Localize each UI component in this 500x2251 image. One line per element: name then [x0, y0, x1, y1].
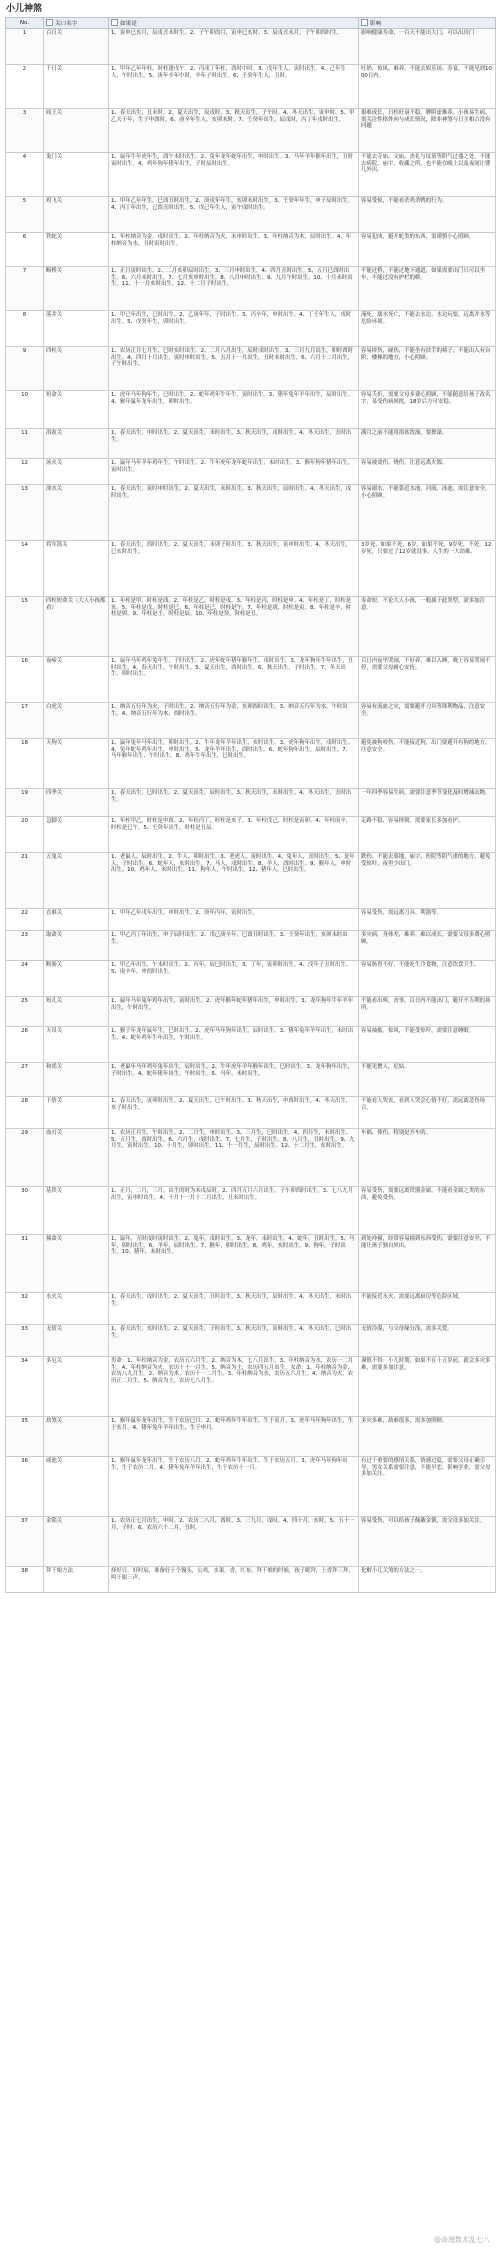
cell-no: 26: [6, 1027, 44, 1063]
cell-no: 30: [6, 1187, 44, 1235]
cell-rule: 1、寅申巳亥月，辰戌丑未时生。2、子午卯酉月，寅申巳亥时。3、辰戌丑未月，子午卯酉时生。: [109, 29, 359, 65]
cell-name: 急脚关: [44, 817, 109, 853]
table-header: [6, 18, 496, 29]
cell-rule: 1、春天出生，寅时申时出生。2、夏天出生，未时出生。3、秋天出生，辰时出生。4、冬天出生，戌时出生。: [109, 485, 359, 541]
cell-rule: 1、猴年鼠年龙年出生，生于农历八月。2、蛇年鸡年牛年出生，生于农历五月。3、虎年马年狗年出生，生于农历二月。4、猪年兔年羊年出生，生于农历十一月。: [109, 1457, 359, 1517]
cell-effect: 容易受伤，可以给孩子佩戴金锁，需父母多加关注。: [359, 1517, 496, 1567]
cell-effect: 多灾病，身体差，难养。难以成长，需要父母多费心照顾。: [359, 931, 496, 961]
cell-name: 五鬼关: [44, 853, 109, 909]
table-row: [6, 429, 496, 459]
cell-no: 4: [6, 153, 44, 197]
table-row: [6, 541, 496, 597]
cell-name: 四柱短命关（大人小孩都看）: [44, 597, 109, 657]
cell-no: 12: [6, 459, 44, 485]
table-row: [6, 1457, 496, 1517]
cell-rule: 1、甲年乙年戊年出生，申时出生。2、庚年丙年，寅时出生。: [109, 909, 359, 931]
header-effect[interactable]: [359, 18, 496, 29]
cell-no: 33: [6, 1325, 44, 1357]
cell-name: 下情关: [44, 1097, 109, 1129]
data-table: [5, 17, 496, 1593]
table-row: [6, 267, 496, 311]
cell-effect: 不能去寺庙、文庙、丧礼与坟墓等阴气过盛之处，不能去病院、庙宇、收藏之所，也不能在晚上以及夜间让婴儿外出。: [359, 153, 496, 197]
cell-name: 劫煞关: [44, 1417, 109, 1457]
table-row: [6, 109, 496, 153]
cell-no: 6: [6, 233, 44, 267]
table-row: [6, 1325, 496, 1357]
cell-rule: 1、鼠年马年兔年鸡年出生，寅时出生。2、虎年猴年蛇年猪年出生，申时出生。3、龙年狗年牛年羊年出生，午时出生。: [109, 997, 359, 1027]
cell-name: 断肠关: [44, 961, 109, 997]
page-title: 小儿神煞: [6, 4, 43, 14]
cell-effect: 满月之前不能用浴盆洗澡，要擦澡。: [359, 429, 496, 459]
cell-effect: 影响健康寿命，一百天不能出大门，可以出房门: [359, 29, 496, 65]
cell-name: 鬼门关: [44, 153, 109, 197]
cell-rule: 1、春天出生，亥时出生。2、夏天出生，子时出生。3、秋天出生，寅时出生。4、冬天出生，巳时出生。: [109, 1325, 359, 1357]
cell-rule: 1、春天出生，丑未时。2、夏天出生，辰戌时。3、秋天出生，子午时。4、冬天出生，寅申时。5、甲乙天干年，生于申酉时。6、庚辛年生人，亥卯未时。7、壬癸年出生，辰戌时，丙丁年戌时出生。: [109, 109, 359, 153]
cell-name: 无情关: [44, 1325, 109, 1357]
cell-rule: 1、农历正七月出生，申时。2、农历二八月，酉时。3、三九月，戌时。4、四十月，亥时。5、五十一月，子时。6、农历六十二月，丑时。: [109, 1517, 359, 1567]
cell-no: 14: [6, 541, 44, 597]
cell-effect: 容易犯凶，避开蛇类的东西，需谨慎小心照顾。: [359, 233, 496, 267]
cell-effect: 不能看人哭丧，看到人哭会心情不好，需远离悲伤场合。: [359, 1097, 496, 1129]
cell-name: 金锁关: [44, 1517, 109, 1567]
table-row: [6, 233, 496, 267]
cell-no: 32: [6, 1293, 44, 1325]
table-row: [6, 1517, 496, 1567]
cell-no: 21: [6, 853, 44, 909]
cell-effect: 一年四季容易生病，需要注意季节变化及时增减衣物。: [359, 789, 496, 817]
cell-name: 多厄关: [44, 1357, 109, 1417]
header-name-label: 关口名字: [55, 21, 78, 27]
checkbox-icon[interactable]: [111, 19, 118, 26]
cell-name: 汤火关: [44, 459, 109, 485]
checkbox-icon[interactable]: [361, 19, 368, 26]
watermark: @命理数术乱七八: [434, 2236, 490, 2244]
cell-effect: 不能见僧人，尼姑。: [359, 1063, 496, 1097]
cell-effect: 容易受伤，需远离刀具、利器等。: [359, 909, 496, 931]
cell-no: 2: [6, 65, 44, 109]
cell-no: 23: [6, 931, 44, 961]
cell-rule: 1、正月寅时出生。2、二月亥卯辰时出生。3、三月申时出生。4、四月丑时出生。5、五月巳酉时出生。6、六月未时出生。7、七月亥申时出生。8、八月申时出生。9、九月午时出生。10、十月未时出生。11、十一月亥时出生。12、十二月子时出生。: [109, 267, 359, 311]
cell-rule: 1、老鼠年马年鸡年兔年出生，辰时出生。2、牛年虎年羊年猴年出生，巳时出生。3、龙年狗年出生，子时出生。4、蛇年猪年出生，午时出生。5、马年，未时出生。: [109, 1063, 359, 1097]
cell-name: 直难关: [44, 909, 109, 931]
cell-rule: 1、春天出生，申时出生。2、夏天出生，未时出生。3、秋天出生，戌时出生。4、冬天出生，丑时出生。: [109, 429, 359, 459]
table-row: [6, 347, 496, 391]
table-row: [6, 909, 496, 931]
table-row: [6, 1027, 496, 1063]
cell-name: 短儿关: [44, 997, 109, 1027]
cell-no: 10: [6, 391, 44, 429]
cell-no: 27: [6, 1063, 44, 1097]
cell-no: 18: [6, 739, 44, 789]
table-row: [6, 311, 496, 347]
cell-name: 拜干娘方法: [44, 1567, 109, 1593]
cell-name: 天吊关: [44, 1027, 109, 1063]
table-row: [6, 961, 496, 997]
table-row: [6, 1357, 496, 1417]
cell-effect: 不能过桥，不能过地下通道，如果需要出门只可以坐车，不能过没有护栏的桥。: [359, 267, 496, 311]
cell-name: 浴盆关: [44, 429, 109, 459]
cell-effect: 多灾多难，劫难很多，需多加照顾。: [359, 1417, 496, 1457]
cell-no: 22: [6, 909, 44, 931]
cell-no: 31: [6, 1235, 44, 1293]
cell-rule: 1、虎年马年狗年生，巳时出生。2、蛇年鸡年牛年生，寅时出生。3、猪年兔年羊年出生，辰时出生。4、猴年鼠年龙年出生，卯时出生。: [109, 391, 359, 429]
cell-no: 24: [6, 961, 44, 997]
cell-rule: 1、春天出生，戌时出生。2、夏天出生，丑时出生。3、秋天出生，辰时出生。4、冬天出生，未时出生。: [109, 1293, 359, 1325]
cell-rule: 1、年柱是甲，时柱是酉。2、年柱是乙，时柱是戌。3、年柱是丙，时柱是申。4、年柱是丁，时柱是亥。5、年柱是戊，时柱是巳。6、年柱是己，时柱是午。7、年柱是庚，时柱是寅。8、年柱是辛，时柱是卯。9、年柱是壬，时柱是辰。10、年柱是癸，时柱是丑。: [109, 597, 359, 657]
table-row: [6, 1417, 496, 1457]
cell-rule: 1、农历正月生，午时出生。2、二月生，申时出生。3、三月生，巳时出生。4、四月生，未时出生。5、五月生，酉时出生。6、六月生，戌时出生。7、七月生，子时出生。8、八月生，丑时出生。9、九月生，寅时出生。10、十月生，卯时出生。11、十一月生，辰时出生。12、十二月生，亥时出生。: [109, 1129, 359, 1187]
header-no: No.: [6, 18, 44, 29]
checkbox-icon[interactable]: [46, 19, 53, 26]
cell-effect: 寿命短，不论大人小孩，一般属于此类型，需多加注意。: [359, 597, 496, 657]
cell-name: 短命关: [44, 391, 109, 429]
header-rule-label: 如果是: [120, 21, 137, 27]
table-row: [6, 597, 496, 657]
table-row: [6, 1567, 496, 1593]
cell-effect: 无情冷漠，与父母缘分浅，需多关爱。: [359, 1325, 496, 1357]
table-row: [6, 817, 496, 853]
cell-effect: 容易受惊，不能看杀鸡杀鸭的行为。: [359, 197, 496, 233]
table-row: [6, 1293, 496, 1325]
cell-no: 19: [6, 789, 44, 817]
cell-rule: 1、年柱纳音为金，戌时出生。2、年柱纳音为火，未申时出生。3、年柱纳音为木，辰时出生。4、年柱纳音为水，丑时寅时出生。: [109, 233, 359, 267]
cell-no: 5: [6, 197, 44, 233]
table-row: [6, 1097, 496, 1129]
cell-no: 36: [6, 1457, 44, 1517]
cell-effect: 容易被烫伤，烧伤，注意远离火源。: [359, 459, 496, 485]
cell-name: 深水关: [44, 485, 109, 541]
cell-no: 20: [6, 817, 44, 853]
cell-rule: 1、鼠年马年鸡年兔年生，子时出生。2、虎年蛇年猪年猴年生，戌时出生。3、龙年狗年牛年出生，丑时出生。4、春天出生，午时出生。5、夏天出生，酉时出生。6、秋天出生，子时出生。7、冬天出生，卯时出生。: [109, 657, 359, 703]
cell-name: 百日关: [44, 29, 109, 65]
cell-effect: 吐奶、惊风、难养，不能去娱乐场、寿宴，不能见到1000日内。: [359, 65, 496, 109]
cell-rule: 1、鼠年兔年马年出生，卯时出生。2、牛年龙年羊年出生，亥时出生。3、虎年狗年出生，戌时出生。4、兔年蛇年鸡年出生，申时出生。5、龙年羊年出生，酉时出生。6、蛇年狗年出生，辰时出生。7、马年猴年出生，午时出生。8、鸡年牛年出生，巳时出生。: [109, 739, 359, 789]
cell-rule: 1、甲己年出生，巳时出生。2、乙庚年年，子时出生。3、丙辛年，申时出生。4、丁壬年生人，戌时出生。5、戊癸年生，卯时出生。: [109, 311, 359, 347]
cell-rule: 择好日，好时辰，准备好十个馒头，公鸡，水果，香，红布，拜干娘的时候，孩子跪拜，上香拜三拜，叫干娘三声。: [109, 1567, 359, 1593]
cell-name: 夜啼关: [44, 657, 109, 703]
header-name[interactable]: [44, 18, 109, 29]
cell-name: 断桥关: [44, 267, 109, 311]
cell-rule: 1、正月，二月，三月，出生的时为未戌辰时。2、四月五月六月出生，子午卯酉时出生。3、七八九月出生，寅申时出生。4、十月十一月十二月出生，丑未时出生。: [109, 1187, 359, 1235]
table-row: [6, 997, 496, 1027]
cell-rule: 1、猴年鼠年龙年出生，生于农历巳月。2、蛇年鸡年牛年出生，生于寅月。3、虎年马年狗年出生，生于亥月。4、猪年兔年羊年出生，生于申月。: [109, 1417, 359, 1457]
cell-rule: 1、年柱甲乙，时柱是申酉。2、年柱丙丁，时柱是亥子。3、年柱戊己，时柱是寅卯。4、年柱庚辛，时柱是巳午。5、壬癸年出生，时柱是丑辰。: [109, 817, 359, 853]
cell-rule: 1、鼠年马年羊年鸡年生，午时出生。2、牛年虎年龙年蛇年出生，未时出生。3、猴年狗年猪年出生，寅时出生。: [109, 459, 359, 485]
table-row: [6, 1187, 496, 1235]
header-rule[interactable]: [109, 18, 359, 29]
table-row: [6, 391, 496, 429]
table-row: [6, 485, 496, 541]
cell-no: 9: [6, 347, 44, 391]
cell-rule: 1、猴子年龙年鼠年生，巳时出生。2、虎年马年狗年出生，辰时出生。3、猪年兔年羊年出生，未时出生。4、蛇年鸡年牛年出生，午时出生。: [109, 1027, 359, 1063]
table-row: [6, 1235, 496, 1293]
table-row: [6, 931, 496, 961]
cell-rule: 男命：1、年柱纳音为金，农历五六月生。2、纳音为木，七八月出生。3、年柱纳音为水，农历一二月生。4、年柱纳音为火，农历十十一月生。5、纳音为土，农历四五月出生。女命：1、年柱纳音为金，农历八九月生。2、纳音为木，农历十一二月生。3、年柱纳音为水，农历五六月生。4、纳音为火，农历正二月生。5、纳音为土，农历七八月生。: [109, 1357, 359, 1417]
table-row: [6, 197, 496, 233]
cell-rule: 1、农历正月七月生，巳时亥时出生。2、二月八月出生，辰时戌时出生。3、三月九月出生，卯时酉时出生。4、四月十月出生，寅时申时出生。5、五月十一月出生，丑时未时出生。6、六月十二月出生，子午时出生。: [109, 347, 359, 391]
cell-name: 血刃关: [44, 1129, 109, 1187]
table-body: [6, 29, 496, 1593]
cell-rule: 1、纳音五行年为火，子时出生。2、纳音五行年为金，亥卯酉时出生。3、纳音五行年为水，午时出生。4、纳音五行年为木，酉时出生。: [109, 703, 359, 739]
cell-name: 铁蛇关: [44, 233, 109, 267]
cell-rule: 1、甲乙年出生，午未时出生。2、丙年，辰巳时出生。3、丁年，寅卯时出生。4、戊年子丑时出生。5、庚辛年，申酉时出生。: [109, 961, 359, 997]
cell-effect: 百日内夜里哭闹，不好养，难以入睡，晚上容易哭闹不停，需要父母耐心安抚。: [359, 657, 496, 703]
cell-name: 落井关: [44, 311, 109, 347]
cell-rule: 1、春天出生，寅卯时出生。2、夏天出生，巳午时出生。3、秋天出生，申酉时出生。4、冬天出生，亥子时出生。: [109, 1097, 359, 1129]
cell-rule: 1、甲年乙年年柱，时柱逢戊午。2、丙戌丁年柱，酉时中时。3、戊年生人，寅时出生。4、己年生人，午时出生。5、庚年辛年中时，辛年子时出生。6、壬癸年生人，丑时。: [109, 65, 359, 109]
cell-rule: 1、老鼠人，辰时出生。2、牛人，卯时出生。3、老虎人，寅时出生。4、兔年人，丑时出生。5、龙年人，子时出生。6、蛇年人，亥时出生。7、马人，戌时出生。8、羊人，酉时出生。9、猴年人，申时出生。10、鸡年人，未时出生。11、狗年人，午时出生。12、猪年人，巳时出生。: [109, 853, 359, 909]
cell-effect: 容易夭折，需要父母多费心照顾，不能随意给孩子改名字，易受伤病困扰，18岁后方可安稳。: [359, 391, 496, 429]
table-row: [6, 29, 496, 65]
cell-rule: 1、甲乙丙丁年出生，申子辰时出生。2、戊己庚辛年，巳酉丑时出生。3、壬癸年出生，亥卯未时出生。: [109, 931, 359, 961]
cell-name: 撞命关: [44, 1235, 109, 1293]
cell-effect: 3岁死，如果不死，6岁，如果不死，9岁死，不死，12岁死，只要过了12岁就没事，人生的一大劫难。: [359, 541, 496, 597]
cell-name: 水火关: [44, 1293, 109, 1325]
cell-no: 13: [6, 485, 44, 541]
cell-no: 17: [6, 703, 44, 739]
cell-no: 28: [6, 1097, 44, 1129]
cell-no: 7: [6, 267, 44, 311]
table-row: [6, 153, 496, 197]
cell-name: 四柱关: [44, 347, 109, 391]
cell-effect: 化解小儿关煞的方法之一。: [359, 1567, 496, 1593]
cell-name: 基铁关: [44, 1187, 109, 1235]
table-row: [6, 789, 496, 817]
cell-effect: 不能看出殡，丧事，百日内不能出门，避开不吉利的场所。: [359, 997, 496, 1027]
cell-effect: 容易溺水，不能靠近水池、河流、泳池，需注意安全，小心照顾。: [359, 485, 496, 541]
cell-no: 34: [6, 1357, 44, 1417]
cell-effect: 容易抽搐，惊风，不能受惊吓，需要注意睡眠。: [359, 1027, 496, 1063]
cell-effect: 谨慎不得：小儿时期，如果不在十五岁前，就会多灾多难，需要多加注意。: [359, 1357, 496, 1417]
cell-no: 8: [6, 311, 44, 347]
cell-name: 千日关: [44, 65, 109, 109]
table-row: [6, 1129, 496, 1187]
cell-rule: 1、鼠年牛年虎年生，酉午未时出生。2、兔年龙年蛇年出生，申时出生。3、马年羊年猴年出生，丑时寅时出生。4、鸡年狗年猪年出生，子时辰时出生。: [109, 153, 359, 197]
table-row: [6, 657, 496, 703]
cell-name: 和尚关: [44, 1063, 109, 1097]
cell-no: 16: [6, 657, 44, 703]
table-row: [6, 65, 496, 109]
cell-name: 咸池关: [44, 1457, 109, 1517]
cell-effect: 有过于重要的感情关系，情感过度，需要父母正确引导，男女关系需要注意，不能早恋，影响学业，需父母多加关注。: [359, 1457, 496, 1517]
cell-name: 鸡飞关: [44, 197, 109, 233]
cell-name: 白虎关: [44, 703, 109, 739]
cell-name: 四季关: [44, 789, 109, 817]
table-row: [6, 1063, 496, 1097]
table-row: [6, 739, 496, 789]
cell-no: 3: [6, 109, 44, 153]
cell-rule: 1、春天出生，巳时出生。2、夏天出生，辰时出生。3、秋天出生，未时出生。4、冬天出生，丑时出生。: [109, 789, 359, 817]
cell-no: 25: [6, 997, 44, 1027]
cell-rule: 1、甲年乙年年生，巳酉丑时出生。2、庚戌年年生，亥卯未时出生。3、壬癸年年生，申子辰时出生。4、丙丁年出生，已酉丑时出生。5、戊己年生人，寅午戌时出生。: [109, 197, 359, 233]
cell-effect: 走路不稳，容易摔倒，需要家长多加看护。: [359, 817, 496, 853]
cell-effect: 车祸、摔伤，特别是开车的。: [359, 1129, 496, 1187]
header-effect-label: 影响: [370, 21, 382, 27]
cell-no: 11: [6, 429, 44, 459]
cell-no: 29: [6, 1129, 44, 1187]
cell-effect: 很难成长，日柱旺衰不稳，脾阴虚难养。小孩易生病，需关注性格外向与成长情况，除非神煞与日主相合没有问题: [359, 109, 496, 153]
cell-rule: 1、春天出生，酉时出生。2、夏天出生，未卯子时出生。3、秋天出生，寅申时出生。4、冬天出生，巳亥时出生。: [109, 541, 359, 597]
cell-no: 38: [6, 1567, 44, 1593]
cell-effect: 到处冲撞，经常容易撞到东西受伤，需要注意安全，不能让孩子独自外出。: [359, 1235, 496, 1293]
cell-effect: 容易摔伤，碰伤，不能坐有扶手的椅子，不能出入有台阶、楼梯的地方，小心照顾。: [359, 347, 496, 391]
cell-effect: 不能接近水火，需要远离厨房等危险区域。: [359, 1293, 496, 1325]
cell-name: 天狗关: [44, 739, 109, 789]
cell-name: 阎王关: [44, 109, 109, 153]
cell-effect: 容易肠胃不好，不能吃生冷食物，注意饮食卫生。: [359, 961, 496, 997]
cell-effect: 淹死，溺水死亡，不能去水边、水边玩耍，远离井水等危险环境。: [359, 311, 496, 347]
cell-effect: 容易受伤，需要远离铁器金属，不能看金属之类的东西，避免受伤。: [359, 1187, 496, 1235]
table-row: [6, 703, 496, 739]
cell-no: 1: [6, 29, 44, 65]
cell-name: 将军箭关: [44, 541, 109, 597]
table-row: [6, 853, 496, 909]
cell-effect: 跌伤、不能去墓地、庙宇、医院等阴气重的地方，避免受惊吓，夜里少出门。: [359, 853, 496, 909]
cell-no: 37: [6, 1517, 44, 1567]
cell-no: 15: [6, 597, 44, 657]
cell-rule: 1、鼠年，丑时戌时寅时出生。2、兔年，戌时出生。3、龙年，未时出生。4、蛇年，丑时出生。5、马年，卯时出生。6、羊年，辰时出生。7、猴年，卯时出生。8、鸡年，亥时出生。9、狗年，子时出生。10、猪年，未时出生。: [109, 1235, 359, 1293]
cell-no: 35: [6, 1417, 44, 1457]
cell-effect: 容易有流血之灾，需要避开刀具等锋利物品，注意安全。: [359, 703, 496, 739]
cell-effect: 避免被狗咬伤，不能接近狗，出门要避开有狗的地方，注意安全。: [359, 739, 496, 789]
table-row: [6, 459, 496, 485]
cell-name: 取命关: [44, 931, 109, 961]
